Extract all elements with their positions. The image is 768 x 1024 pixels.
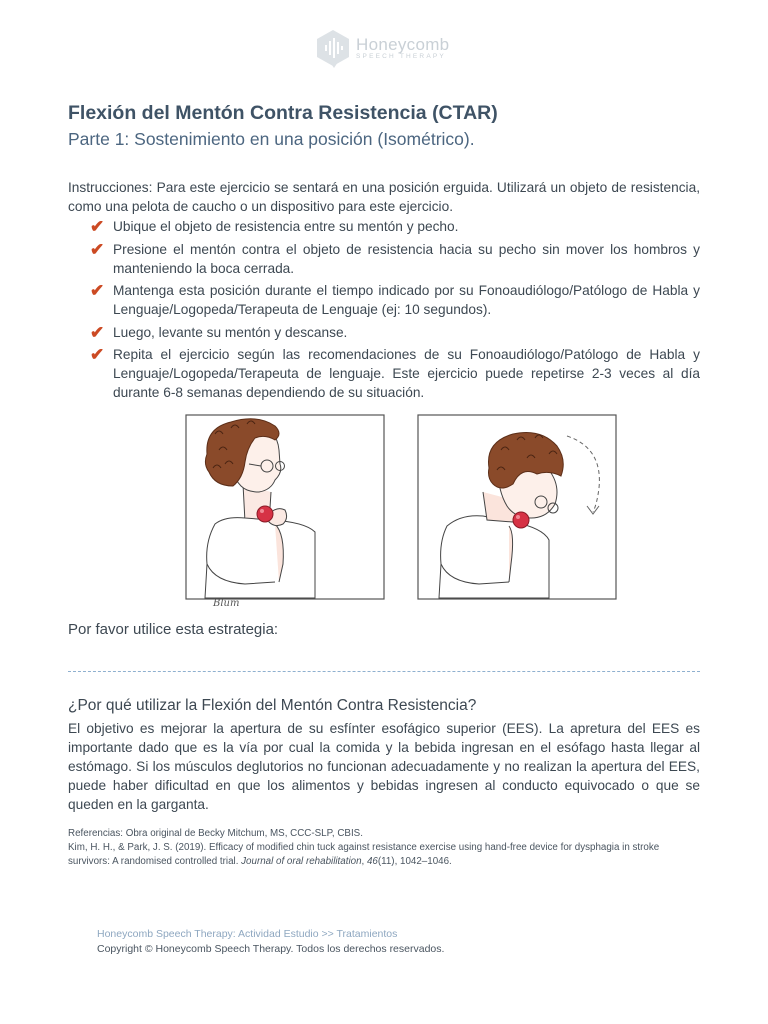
instruction-step [90,323,700,342]
step-text: Presione el mentón contra el objeto de resistencia hacia su pecho sin mover los hombros y manteniendo la boca cerrada. [113,241,700,276]
citation-separator: , [361,856,367,867]
check-mark-icon: ✔ [90,239,105,259]
check-mark-icon: ✔ [90,281,105,300]
footer-copyright: Copyright © Honeycomb Speech Therapy. Todos los derechos reservados. [97,943,445,955]
page-subtitle: Parte 1: Sostenimiento en una posición (Isométrico). [68,129,475,149]
instruction-step [90,240,700,278]
citation-pages: (11), 1042–1046. [377,856,452,867]
citation-text: Kim, H. H., & Park, J. S. (2019). Efficacy of modified chin tuck against resistance exercise using hand-free device for dysphagia in stroke survivors: A randomised controlled trial. [68,842,660,867]
strategy-prompt: Por favor utilice esta estrategia: [68,621,279,638]
section-divider [68,671,700,672]
reference-original-work: Referencias: Obra original de Becky Mitchum, MS, CCC-SLP, CBIS. [68,828,363,839]
artist-signature: Blum [213,598,240,609]
check-mark-icon: ✔ [90,217,105,236]
reference-citation [68,841,700,869]
honeycomb-logo [314,28,449,68]
footer-link[interactable]: Honeycomb Speech Therapy: Actividad Estudio >> Tratamientos [97,928,398,940]
step-text: Mantenga esta posición durante el tiempo indicado por su Fonoaudiólogo/Patólogo de Habla y Lenguaje/Logopeda/Terapeuta de Lenguaje (ej: 10 segundos). [113,283,700,317]
why-heading: ¿Por qué utilizar la Flexión del Mentón Contra Resistencia? [68,697,477,714]
instruction-step [90,345,700,402]
page-title: Flexión del Mentón Contra Resistencia (CTAR) [68,102,498,124]
check-mark-icon: ✔ [90,345,105,364]
step-text: Ubique el objeto de resistencia entre su mentón y pecho. [113,219,459,234]
instruction-step [90,281,700,319]
citation-journal: Journal of oral rehabilitation [241,856,362,867]
instructions-intro: Instrucciones: Para este ejercicio se sentará en una posición erguida. Utilizará un objeto de resistencia, como una pelota de caucho o un dispositivo para este ejercicio. [68,180,700,214]
brand-subtitle: SPEECH THERAPY [356,52,446,60]
instruction-step [90,217,700,236]
citation-volume: 46 [366,856,378,867]
step-text: Repita el ejercicio según las recomendaciones de su Fonoaudiólogo/Patólogo de Habla y Lenguaje/Logopeda/Terapeuta de lenguaje. Este ejercicio puede repetirse 2-3 veces al día durante 6-8 semanas dependiendo de su situación. [113,347,700,400]
illustration-upright-position [185,414,385,600]
step-text: Luego, levante su mentón y descanse. [113,324,348,340]
brand-name: Honeycomb [356,34,450,54]
check-mark-icon: ✔ [90,322,105,342]
references [68,827,700,869]
page-footer [97,927,444,957]
instruction-steps [90,217,700,406]
why-paragraph: El objetivo es mejorar la apertura de su esfínter esofágico superior (EES). La apretura del EES es importante dado que es la vía por cual la comida y la bebida ingresan en el esófago hasta llegar al estómago. Si los músculos deglutorios no funcionan adecuadamente y no realizan la apertura del EES, puede haber dificultad en que los alimentos y bebidas ingresen al conducto equivocado o que se queden en la garganta. [68,721,700,812]
honeycomb-hexagon-icon [314,28,352,68]
illustration-chin-tuck-position [417,414,617,600]
